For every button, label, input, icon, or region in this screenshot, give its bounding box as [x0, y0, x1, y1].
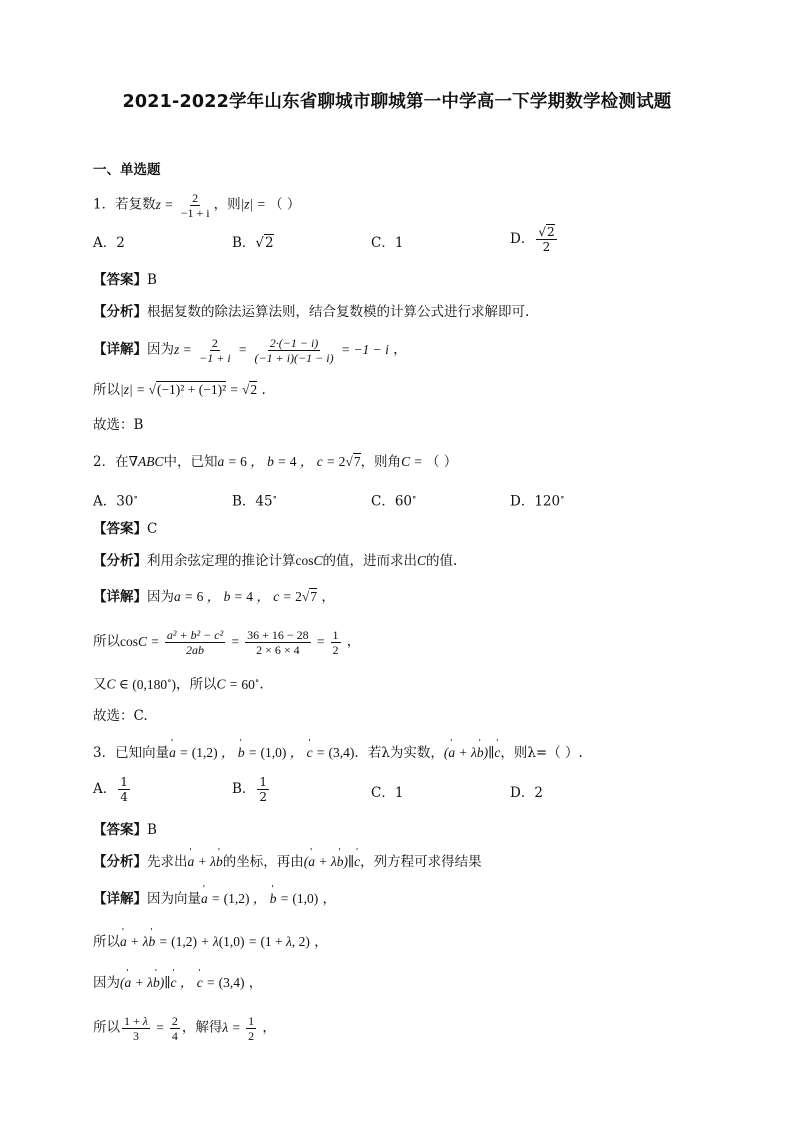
q1-stem-text-a: 1．若复数	[93, 196, 156, 213]
q2-detail-text-c: 又	[93, 676, 107, 693]
q1-detail-tag: 【详解】	[93, 341, 147, 358]
q3-parallel: (' a + λ' b)∥' c	[444, 745, 500, 760]
q2-option-a: A．30∘	[93, 493, 138, 510]
q1-answer-value: B	[147, 272, 157, 288]
q1-stem-text-b: ，则	[213, 196, 241, 213]
q1-detail-formula: z = $\frac{2}{-1 + i}$ = $\frac{2\cdot(-1 - i)}{(-1 + i)(-1 - i)}$ = −1 − i	[174, 336, 389, 365]
q3-lambda-result: λ = $\frac{1}{2}$	[222, 1014, 255, 1043]
q1-modulus-formula: |z| = √(−1)² + (−1)² = √2	[120, 382, 258, 397]
q3-detail-text-c: 因为	[93, 975, 120, 991]
q2-analysis-text-b: 的值，进而求出	[322, 553, 418, 569]
q1-answer-tag: 【答案】	[93, 272, 147, 288]
q2-range-formula: C ∈ (0,180∘)	[106, 675, 177, 692]
q3-because-formula: (' a + λ' b)∥' c ， ' c = (3,4)	[120, 975, 244, 990]
q3-answer-value: B	[147, 822, 157, 838]
q2-stem-text-d: （ ）	[425, 454, 458, 470]
q3-detail-vectors: ' a = (1,2) ， ' b = (1,0)	[201, 891, 318, 906]
section-heading: 一、单选题	[93, 162, 161, 178]
q3-analysis-text-b: 的坐标，再由	[222, 854, 304, 870]
q2-analysis-text-a: 利用余弦定理的推论计算	[147, 553, 296, 569]
q2-detail-given: a = 6 ， b = 4 ， c = 2√7	[174, 589, 318, 604]
q1-detail: 【详解】因为z = $\frac{2}{-1 + i}$ = $\frac{2\cdot(-1 - i)}{(-1 + i)(-1 - i)}$ = −1 − i ，	[93, 336, 407, 365]
q2-analysis-text-c: 的值.	[426, 553, 458, 569]
q2-conclusion: 故选：C.	[93, 708, 148, 724]
q3-answer-tag: 【答案】	[93, 822, 147, 838]
q3-option-a: A． $\frac{1}{4}$	[93, 775, 128, 804]
q1-answer	[93, 270, 157, 290]
q3-solve: 所以 $\frac{1 + \lambda}{3}$ = $\frac{2}{4}$ ，解得λ = $\frac{1}{2}$ ，	[93, 1014, 276, 1043]
q3-option-b: B． $\frac{1}{2}$	[232, 775, 268, 804]
q2-detail-text-b: 所以	[93, 633, 120, 650]
q1-detail-text-b: 所以	[93, 382, 120, 398]
q2-detail: 【详解】因为a = 6 ， b = 4 ， c = 2√7 ，	[93, 589, 335, 605]
q2-range: 又C ∈ (0,180∘)，所以C = 60∘.	[93, 675, 264, 693]
q2-answer	[93, 519, 157, 539]
q3-analysis-text-a: 先求出	[147, 854, 188, 870]
document-title: 2021-2022学年山东省聊城市聊城第一中学高一下学期数学检测试题	[122, 92, 672, 112]
q3-analysis-text-c: ，列方程可求得结果	[360, 854, 482, 870]
q2-given: a = 6 ， b = 4 ， c = 2√7	[217, 454, 361, 469]
q3-option-d: D．2	[510, 785, 543, 801]
q1-abs-z: |z| =	[240, 196, 270, 212]
q3-detail: 【详解】因为向量' a = (1,2) ， ' b = (1,0) ，	[93, 889, 336, 909]
q1-conclusion: 故选：B	[93, 417, 144, 433]
q2-cosine-formula: cosC = $\frac{\text{a² + b² − c²}}{2ab}$ = $\frac{36 + 16 - 28}{2 \times 6 \times 4}$ = $\frac{1}{2}$	[120, 628, 339, 657]
q2-detail-text-a: 因为	[147, 589, 174, 605]
q2-answer-tag: 【答案】	[93, 521, 147, 537]
q1-modulus: 所以|z| = √(−1)² + (−1)² = √2 .	[93, 382, 266, 398]
q3-stem	[93, 743, 583, 763]
q3-analysis	[93, 852, 482, 872]
q3-ratio: $\frac{1 + \lambda}{3}$ = $\frac{2}{4}$	[124, 1014, 178, 1043]
q1-option-a: A．2	[93, 235, 125, 251]
q3-detail-text-d: 所以	[93, 1019, 120, 1036]
q3-stem-text-c: ，则λ=（ ）.	[500, 745, 583, 761]
q3-stem-text-b: ．若λ为实数，	[354, 745, 444, 761]
q1-analysis-tag: 【分析】	[93, 304, 147, 320]
q2-detail-text-d: ，所以	[176, 676, 217, 693]
q3-sum-formula: ' a + λ' b = (1,2) + λ(1,0) = (1 + λ, 2)	[120, 934, 310, 949]
q3-analysis-tag: 【分析】	[93, 854, 147, 870]
q3-detail-text-a: 因为向量	[147, 891, 201, 907]
q1-option-b: B．√2	[232, 235, 274, 251]
q3-option-c: C．1	[371, 785, 404, 801]
q1-option-d: D． $\frac{√2}{2}$	[510, 225, 555, 254]
q2-cos-c: cosC	[295, 553, 323, 568]
q1-formula: z = $\frac{2}{-1 + i}$	[155, 191, 210, 220]
q3-detail-tag: 【详解】	[93, 891, 147, 907]
q3-detail-text-b: 所以	[93, 934, 120, 950]
q1-option-c: C．1	[371, 235, 404, 251]
q3-because: 因为(' a + λ' b)∥' c ， ' c = (3,4) ，	[93, 973, 262, 993]
q1-stem	[93, 191, 300, 220]
q2-option-d: D．120∘	[510, 493, 565, 510]
q2-angle-c: C =	[401, 454, 426, 469]
q2-analysis-tag: 【分析】	[93, 553, 147, 569]
q3-vector-sum: ' a + λ' b	[188, 854, 223, 869]
q2-analysis	[93, 551, 457, 571]
q2-option-b: B．45∘	[232, 493, 278, 510]
q1-stem-text-c: （ ）	[269, 196, 301, 213]
q2-stem	[93, 452, 457, 472]
q2-c-symbol: C	[417, 553, 427, 568]
q2-stem-text-c: ，则角	[360, 454, 402, 470]
q2-option-c: C．60∘	[371, 493, 417, 510]
q3-vectors: ' a = (1,2) ， ' b = (1,0) ， ' c = (3,4)	[169, 745, 354, 760]
q2-detail-tag: 【详解】	[93, 589, 147, 605]
q2-triangle: ∇ABC	[128, 454, 164, 469]
q2-cosine-law: 所以cosC = $\frac{\text{a² + b² − c²}}{2ab}$ = $\frac{36 + 16 - 28}{2 \times 6 \times 4}$ = $\frac{1}{2}$ ，	[93, 628, 361, 657]
q2-answer-value: C	[147, 521, 158, 537]
q3-stem-text-a: 3．已知向量	[93, 745, 170, 761]
q1-detail-text-a: 因为	[147, 341, 174, 358]
q2-result: C = 60∘	[216, 675, 260, 692]
q3-parallel-cond: (' a + λ' b)∥' c	[304, 854, 360, 869]
q3-answer	[93, 820, 157, 840]
q1-analysis	[93, 302, 529, 322]
q3-detail-text-e: ，解得	[181, 1019, 223, 1036]
q3-sum: 所以' a + λ' b = (1,2) + λ(1,0) = (1 + λ, 2) ，	[93, 932, 328, 952]
q1-analysis-text: 根据复数的除法运算法则，结合复数模的计算公式进行求解即可.	[147, 304, 530, 320]
q2-stem-text-b: 中，已知	[163, 454, 218, 470]
q2-stem-text-a: 2．在	[93, 454, 129, 470]
